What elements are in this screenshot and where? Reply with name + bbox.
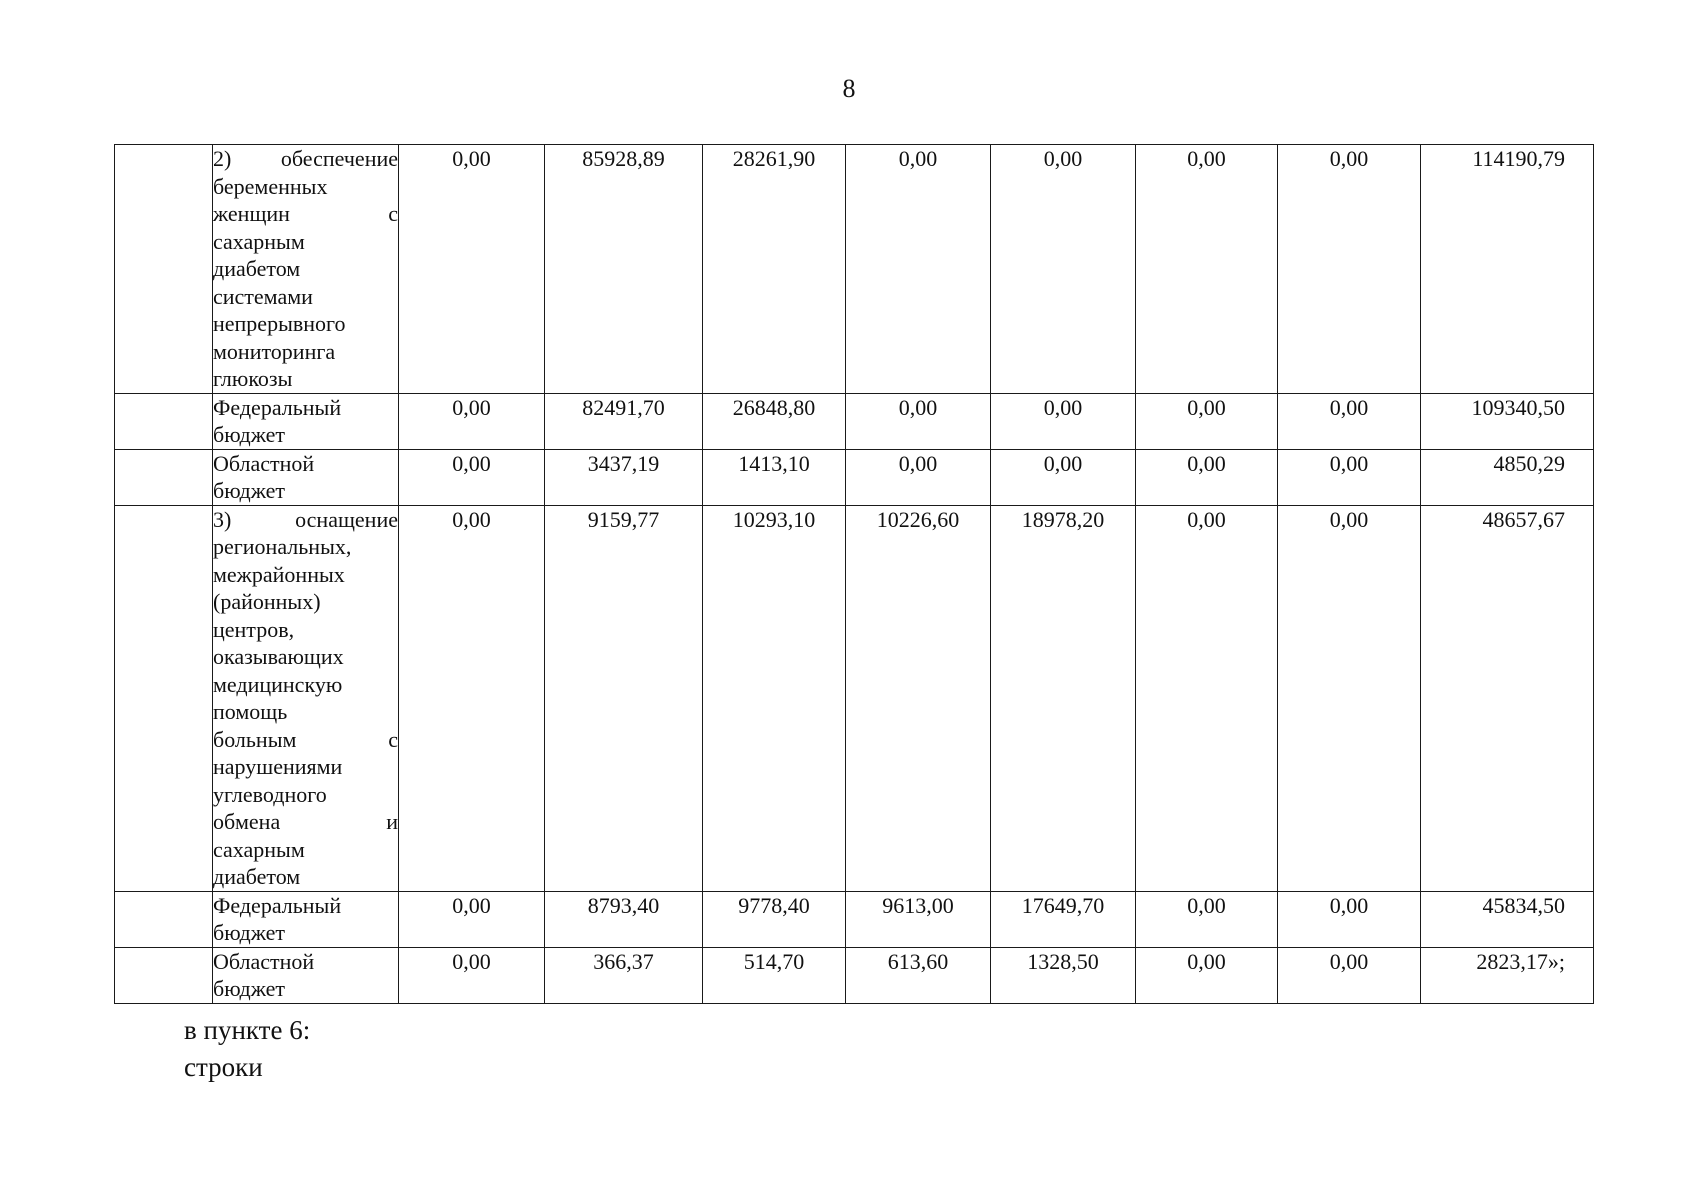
row-label-line: межрайонных (213, 561, 345, 587)
value-cell: 1413,10 (703, 449, 846, 505)
table-row (115, 505, 1594, 891)
row-label-line: женщин с (213, 201, 398, 226)
value-cell: 0,00 (1278, 505, 1421, 891)
row-label-cell (213, 449, 399, 505)
value-cell: 17649,70 (991, 891, 1136, 947)
row-label-line: мониторинга (213, 338, 336, 364)
value-cell: 45834,50 (1421, 891, 1594, 947)
value-cell: 0,00 (399, 505, 545, 891)
row-label-line: бюджет (213, 976, 285, 1001)
budget-table-body (115, 145, 1594, 1004)
value-cell: 26848,80 (703, 393, 846, 449)
value-cell: 28261,90 (703, 145, 846, 394)
row-label-line: обмена и (213, 809, 398, 834)
row-label-line: сахарным (213, 836, 305, 862)
row-label-line: центров, (213, 616, 295, 642)
row-label-line: бюджет (213, 422, 285, 447)
value-cell: 514,70 (703, 947, 846, 1003)
value-cell: 3437,19 (545, 449, 703, 505)
row-label-line: бюджет (213, 478, 285, 503)
value-cell: 1328,50 (991, 947, 1136, 1003)
following-text (184, 1012, 310, 1086)
budget-table (114, 144, 1594, 1004)
row-label-line: системами (213, 283, 313, 309)
value-cell: 0,00 (1278, 393, 1421, 449)
value-cell: 85928,89 (545, 145, 703, 394)
value-cell: 0,00 (846, 449, 991, 505)
row-label-line: Областной (213, 948, 315, 974)
row-label-line: помощь (213, 699, 288, 724)
table-row (115, 449, 1594, 505)
table-row (115, 393, 1594, 449)
value-cell: 0,00 (1136, 947, 1278, 1003)
value-cell: 0,00 (846, 393, 991, 449)
row-label-line: Областной (213, 450, 315, 476)
value-cell: 0,00 (991, 145, 1136, 394)
value-cell: 9778,40 (703, 891, 846, 947)
row-label-line: 3) оснащение (213, 506, 398, 532)
row-number-cell (115, 947, 213, 1003)
row-label-line: нарушениями (213, 754, 343, 779)
value-cell: 0,00 (1136, 145, 1278, 394)
value-cell: 0,00 (1136, 449, 1278, 505)
value-cell: 366,37 (545, 947, 703, 1003)
row-label-line: диабетом (213, 864, 301, 889)
value-cell: 82491,70 (545, 393, 703, 449)
row-label-line: Федеральный (213, 892, 342, 918)
row-number-cell (115, 145, 213, 394)
row-label-line: медицинскую (213, 671, 343, 697)
value-cell: 109340,50 (1421, 393, 1594, 449)
row-number-cell (115, 505, 213, 891)
value-cell: 613,60 (846, 947, 991, 1003)
row-label-line: беременных (213, 173, 328, 199)
value-cell: 10226,60 (846, 505, 991, 891)
row-label-cell (213, 891, 399, 947)
value-cell: 0,00 (1278, 145, 1421, 394)
value-cell: 0,00 (991, 393, 1136, 449)
row-label-line: непрерывного (213, 311, 346, 336)
value-cell: 0,00 (1278, 449, 1421, 505)
value-cell: 114190,79 (1421, 145, 1594, 394)
row-label-line: углеводного (213, 781, 327, 807)
row-label-cell (213, 505, 399, 891)
row-number-cell (115, 393, 213, 449)
page-number: 8 (842, 74, 856, 103)
table-row (115, 891, 1594, 947)
value-cell: 0,00 (1278, 891, 1421, 947)
value-cell: 0,00 (1136, 505, 1278, 891)
row-number-cell (115, 891, 213, 947)
value-cell: 4850,29 (1421, 449, 1594, 505)
value-cell: 0,00 (846, 145, 991, 394)
row-label-cell (213, 145, 399, 394)
table-row (115, 947, 1594, 1003)
table-row (115, 145, 1594, 394)
row-label-line: (районных) (213, 589, 321, 614)
value-cell: 0,00 (399, 145, 545, 394)
row-label-line: сахарным (213, 228, 305, 254)
row-label-line: больным с (213, 726, 398, 752)
value-cell: 9159,77 (545, 505, 703, 891)
value-cell: 0,00 (399, 393, 545, 449)
value-cell: 0,00 (1278, 947, 1421, 1003)
value-cell: 0,00 (399, 891, 545, 947)
row-label-cell (213, 393, 399, 449)
row-label-line: диабетом (213, 256, 301, 281)
value-cell: 0,00 (399, 947, 545, 1003)
row-label-line: глюкозы (213, 366, 293, 391)
value-cell: 0,00 (1136, 891, 1278, 947)
value-cell: 2823,17»; (1421, 947, 1594, 1003)
row-label-cell (213, 947, 399, 1003)
row-label-line: 2) обеспечение (213, 146, 398, 171)
row-label-line: оказывающих (213, 644, 344, 669)
value-cell: 9613,00 (846, 891, 991, 947)
value-cell: 18978,20 (991, 505, 1136, 891)
following-text-line: в пункте 6: (184, 1015, 311, 1045)
row-label-line: Федеральный (213, 394, 342, 420)
row-number-cell (115, 449, 213, 505)
value-cell: 48657,67 (1421, 505, 1594, 891)
value-cell: 0,00 (991, 449, 1136, 505)
value-cell: 0,00 (1136, 393, 1278, 449)
following-text-line: строки (184, 1052, 263, 1082)
value-cell: 10293,10 (703, 505, 846, 891)
row-label-line: бюджет (213, 920, 285, 945)
row-label-line: региональных, (213, 534, 352, 559)
value-cell: 0,00 (399, 449, 545, 505)
value-cell: 8793,40 (545, 891, 703, 947)
